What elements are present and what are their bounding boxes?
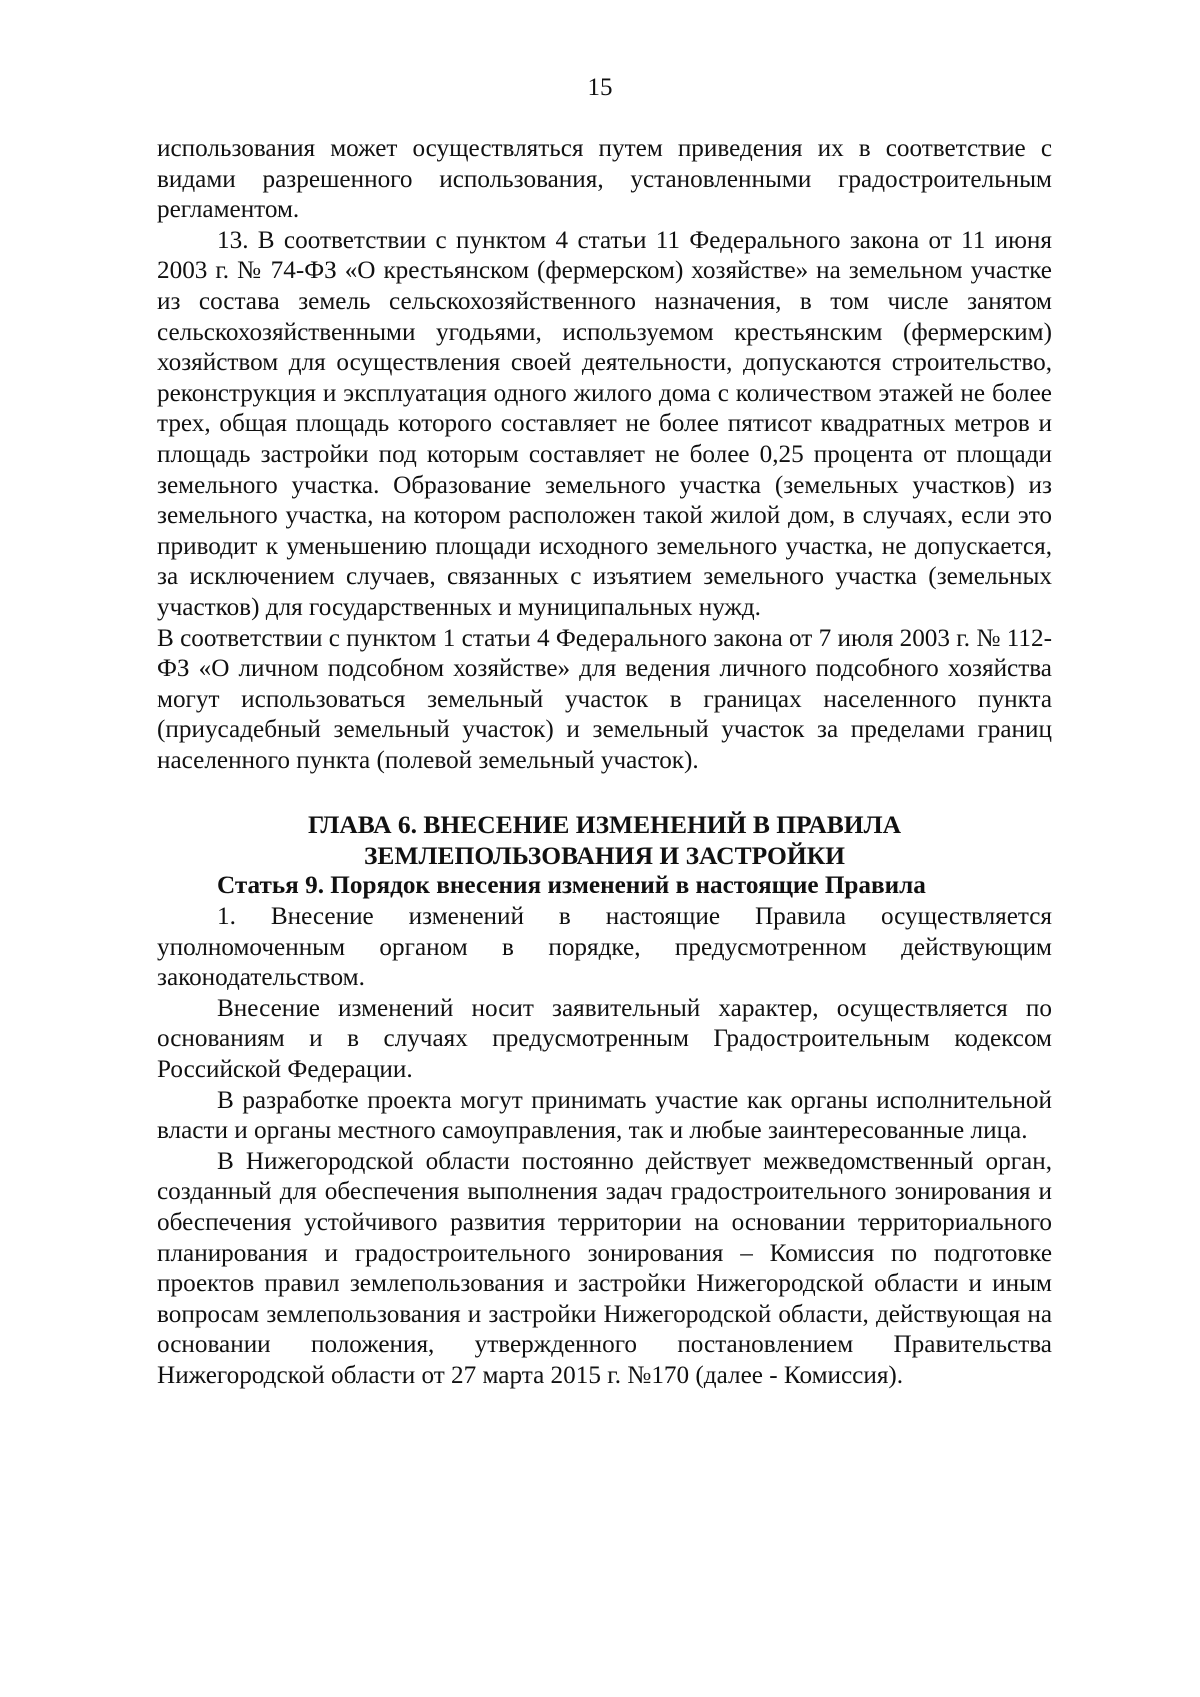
article-paragraph-4: В Нижегородской области постоянно действует межведомственный орган, созданный для обеспечения выполнения задач градостроительного зонирования и обеспечения устойчивого развития территории на основании территориального планирования и градостроительного зонирования – Комиссия по подготовке проектов правил землепользования и застройки Нижегородской области и иным вопросам землепользования и застройки Нижегородской области, действующая на основании положения, утвержденного постановлением Правительства Нижегородской области от 27 марта 2015 г. №170 (далее - Комиссия). — [157, 1147, 1052, 1389]
document-body — [157, 134, 1052, 1392]
paragraph-item-13: 13. В соответствии с пунктом 4 статьи 11 Федерального закона от 11 июня 2003 г. № 74-ФЗ «О крестьянском (фермерском) хозяйстве» на земельном участке из состава земель сельскохозяйственного назначения, в том числе занятом сельскохозяйственными угодьями, используемом крестьянским (фермерским) хозяйством для осуществления своей деятельности, допускаются строительство, реконструкция и эксплуатация одного жилого дома с количеством этажей не более трех, общая площадь которого составляет не более пятисот квадратных метров и площадь застройки под которым составляет не более 0,25 процента от площади земельного участка. Образование земельного участка (земельных участков) из земельного участка, на котором расположен такой жилой дом, в случаях, если это приводит к уменьшению площади исходного земельного участка, не допускается, за исключением случаев, связанных с изъятием земельного участка (земельных участков) для государственных и муниципальных нужд. — [157, 226, 1052, 621]
page-number: 15 — [587, 74, 613, 101]
article-title: Статья 9. Порядок внесения изменений в настоящие Правила — [217, 872, 926, 900]
article-paragraph-1: 1. Внесение изменений в настоящие Правила осуществляется уполномоченным органом в порядке, предусмотренном действующим законодательством. — [157, 903, 1052, 992]
article-paragraph-2: Внесение изменений носит заявительный характер, осуществляется по основаниям и в случаях предусмотренным Градостроительным кодексом Российской Федерации. — [157, 994, 1052, 1084]
paragraph-personal-farming: В соответствии с пунктом 1 статьи 4 Федерального закона от 7 июля 2003 г. № 112-ФЗ «О личном подсобном хозяйстве» для ведения личного подсобного хозяйства могут использоваться земельный участок в границах населенного пункта (приусадебный земельный участок) и земельный участок за пределами границ населенного пункта (полевой земельный участок). — [157, 624, 1052, 774]
paragraph-continuation: использования может осуществляться путем приведения их в соответствие с видами разрешенного использования, установленными градостроительным регламентом. — [157, 135, 1052, 224]
chapter-title-line-1: ГЛАВА 6. ВНЕСЕНИЕ ИЗМЕНЕНИЙ В ПРАВИЛА — [307, 810, 902, 840]
chapter-title-line-2: ЗЕМЛЕПОЛЬЗОВАНИЯ И ЗАСТРОЙКИ — [363, 841, 846, 871]
article-paragraph-3: В разработке проекта могут принимать участие как органы исполнительной власти и органы местного самоуправления, так и любые заинтересованные лица. — [157, 1086, 1052, 1145]
chapter-title — [157, 809, 1052, 871]
